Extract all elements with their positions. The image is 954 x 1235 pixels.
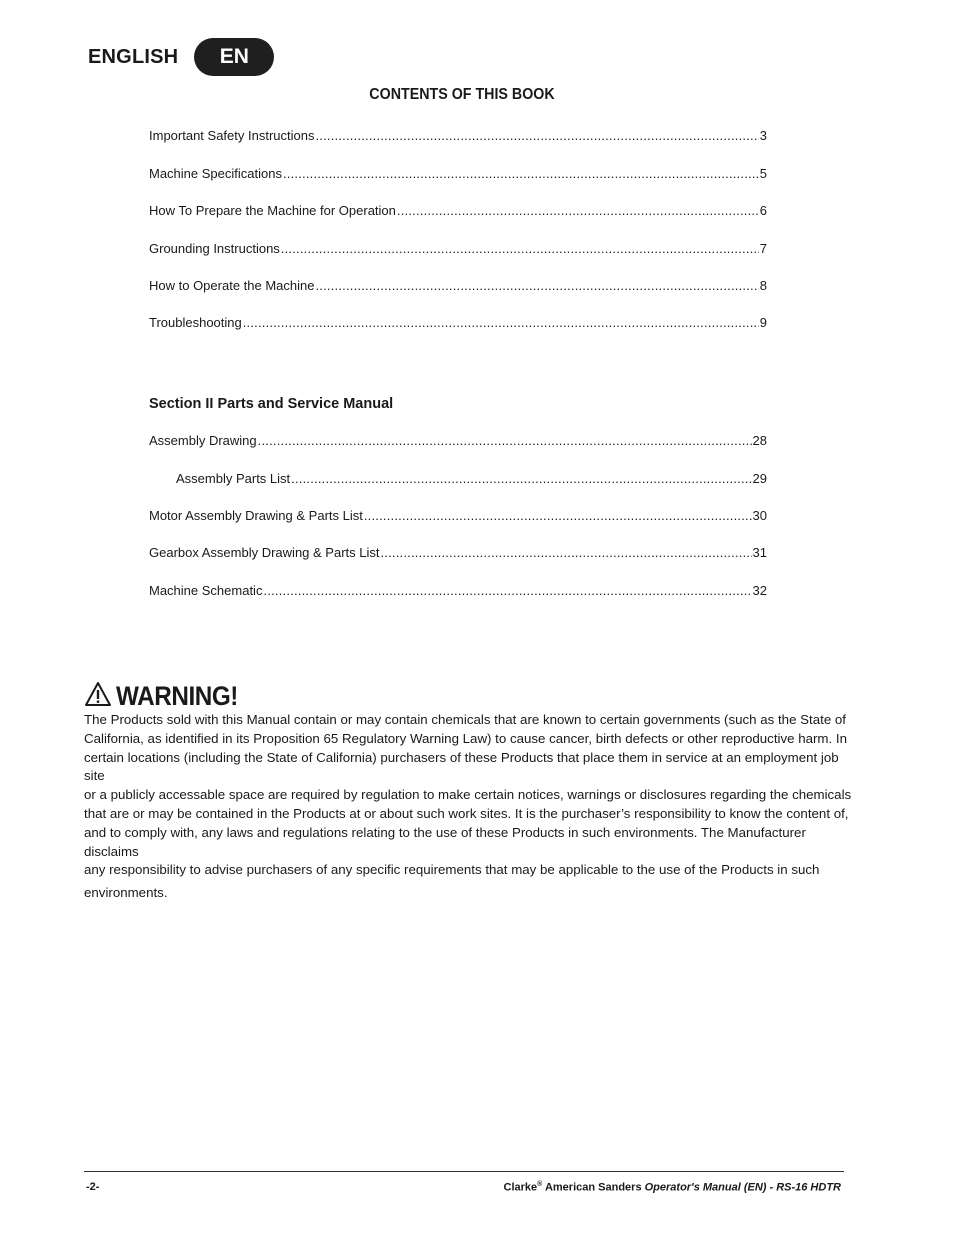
toc-leader-dots: [364, 508, 752, 523]
contents-title: CONTENTS OF THIS BOOK: [369, 86, 555, 103]
language-code-badge: EN: [194, 38, 274, 76]
warning-line: certain locations (including the State of California) purchasers of these Products that place them in service at an employment job site: [84, 749, 839, 784]
toc-entry[interactable]: [149, 203, 767, 218]
toc-leader-dots: [263, 583, 751, 598]
toc-entry-page: 32: [752, 583, 767, 598]
toc-entry[interactable]: [149, 508, 767, 523]
toc-entry[interactable]: [149, 241, 767, 256]
toc-leader-dots: [397, 203, 759, 218]
section-heading: Section II Parts and Service Manual: [149, 396, 394, 412]
warning-line: The Products sold with this Manual contain or may contain chemicals that are known to certain governments (such as the State of: [84, 712, 846, 727]
toc-entry[interactable]: [149, 278, 767, 293]
warning-text: [84, 711, 854, 903]
toc-entry-page: 28: [752, 433, 767, 448]
toc-entry-label: Assembly Parts List: [176, 471, 291, 486]
toc-entry-label: Gearbox Assembly Drawing & Parts List: [149, 545, 380, 560]
toc-leader-dots: [243, 315, 759, 330]
manual-title: Operator's Manual (EN) - RS-16 HDTR: [644, 1181, 841, 1194]
toc-leader-dots: [283, 166, 759, 181]
toc-entry-page: 3: [759, 128, 767, 143]
toc-entry-page: 5: [759, 166, 767, 181]
toc-leader-dots: [380, 545, 751, 560]
toc-leader-dots: [291, 471, 751, 486]
language-label: ENGLISH: [88, 45, 179, 68]
toc-entry-label: Important Safety Instructions: [149, 128, 315, 143]
toc-entry-label: How To Prepare the Machine for Operation: [149, 203, 396, 218]
toc-entry-label: Troubleshooting: [149, 315, 242, 330]
toc-entry[interactable]: [149, 545, 767, 560]
toc-entry-page: 29: [752, 471, 767, 486]
toc-entry[interactable]: [149, 166, 767, 181]
toc-entry-label: Machine Schematic: [149, 583, 263, 598]
warning-line: that are or may be contained in the Products at or about such work sites. It is the purchaser’s responsibility to know the content of,: [84, 805, 849, 821]
toc-leader-dots: [258, 433, 752, 448]
warning-line: or a publicly accessable space are required by regulation to make certain notices, warnings or disclosures regarding the chemicals: [84, 787, 852, 803]
warning-title: WARNING!: [116, 681, 238, 711]
toc-entry-page: 7: [759, 241, 767, 256]
toc-entry-page: 9: [759, 315, 767, 330]
toc-entry[interactable]: [149, 583, 767, 598]
toc-entry-label: How to Operate the Machine: [149, 278, 315, 293]
toc-entry-page: 8: [759, 278, 767, 293]
registered-mark: ®: [537, 1181, 543, 1188]
footer-manual-title: [504, 1181, 842, 1194]
toc-entry[interactable]: [149, 315, 767, 330]
toc-leader-dots: [315, 278, 758, 293]
toc-entry-label: Motor Assembly Drawing & Parts List: [149, 508, 363, 523]
toc-leader-dots: [281, 241, 759, 256]
toc-subentry[interactable]: [176, 471, 767, 486]
toc-entry[interactable]: [149, 128, 767, 143]
toc-entry-label: Assembly Drawing: [149, 433, 257, 448]
warning-triangle-icon: [84, 681, 112, 712]
toc-entry-label: Grounding Instructions: [149, 241, 280, 256]
warning-heading: [84, 681, 251, 712]
footer-divider: [84, 1171, 844, 1172]
toc-entry-page: 31: [752, 545, 767, 560]
toc-entry[interactable]: [149, 433, 767, 448]
warning-line: California, as identified in its Proposition 65 Regulatory Warning Law) to cause cancer, birth defects or other reproductive harm. In: [84, 730, 847, 746]
brand-name: Clarke: [503, 1181, 538, 1194]
toc-entry-page: 6: [759, 203, 767, 218]
warning-line: and to comply with, any laws and regulations relating to the use of these Products in such environments. The Manufacturer disclaims: [84, 824, 806, 859]
toc-leader-dots: [315, 128, 758, 143]
warning-line: environments.: [84, 885, 168, 901]
toc-entry-label: Machine Specifications: [149, 166, 282, 181]
page-number: -2-: [86, 1181, 100, 1193]
company-name: American Sanders: [542, 1181, 645, 1194]
language-header: [88, 38, 274, 76]
warning-line: any responsibility to advise purchasers of any specific requirements that may be applicable to the use of the Products in such: [84, 862, 820, 878]
toc-entry-page: 30: [752, 508, 767, 523]
